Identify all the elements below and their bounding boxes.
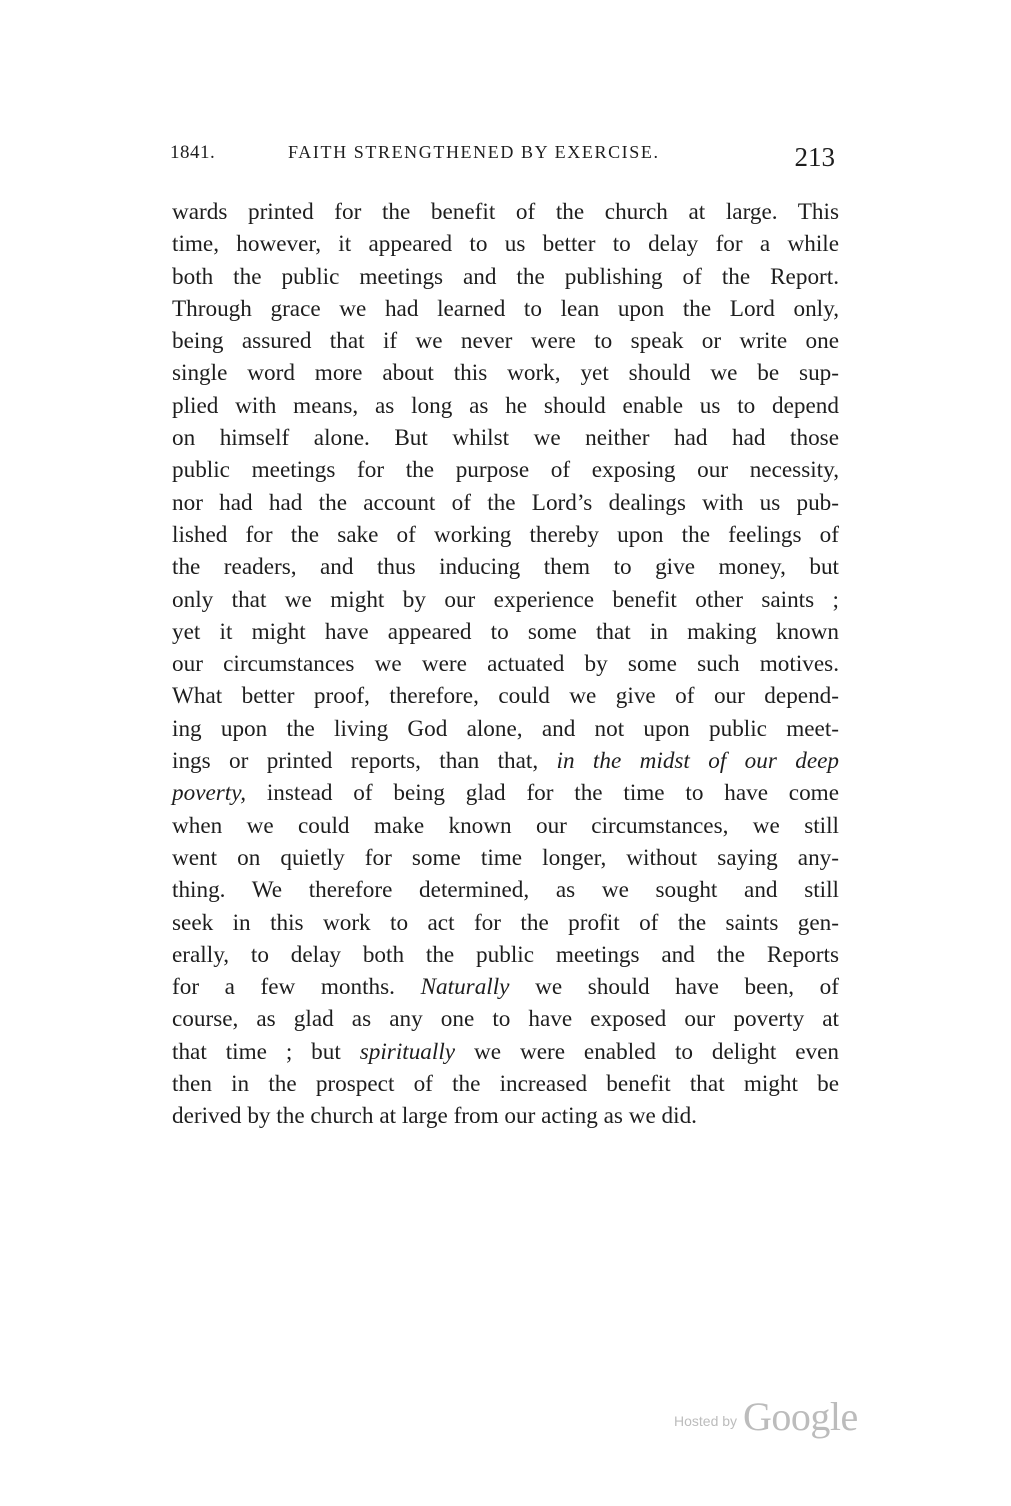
page-number: 213 [794,142,835,172]
text-line [172,357,839,389]
text-line [172,648,839,680]
text-line [172,680,839,712]
text-segment: ings or printed reports, than that, [172,748,557,775]
running-header [170,142,835,176]
text-line [172,907,839,939]
italic-text: Naturally [420,974,510,1001]
text-segment: course, as glad as any one to have exposed our poverty at [172,1006,839,1033]
text-segment: instead of being glad for the time to have come [246,780,839,807]
text-line [172,454,839,486]
watermark-hosted-by: Hosted by [674,1413,738,1429]
text-line [172,228,839,260]
text-segment: that time ; but [172,1038,360,1065]
text-segment: erally, to delay both the public meetings and the Reports [172,941,839,968]
body-paragraph [172,196,839,1133]
text-line [172,519,839,551]
text-segment: wards printed for the benefit of the church at large. This [172,199,839,225]
text-segment: both the public meetings and the publishing of the Report. [172,263,839,290]
text-segment: What better proof, therefore, could we give of our depend- [172,683,839,710]
text-segment: derived by the church at large from our acting as we did. [172,1103,697,1130]
text-segment: public meetings for the purpose of exposing our necessity, [172,457,839,484]
text-segment: yet it might have appeared to some that in making known [172,618,839,645]
text-segment: being assured that if we never were to speak or write one [172,328,839,355]
text-line [172,584,839,616]
text-line [172,487,839,519]
text-line [172,1100,839,1132]
text-line [172,551,839,583]
text-segment: we should have been, of [509,974,839,1001]
text-segment: nor had had the account of the Lord’s dealings with us pub- [172,489,839,516]
header-year: 1841. [170,142,216,163]
text-segment: ing upon the living God alone, and not upon public meet- [172,715,839,742]
text-line [172,810,839,842]
text-line [172,390,839,422]
text-line [172,422,839,454]
text-line [172,874,839,906]
text-segment: then in the prospect of the increased benefit that might be [172,1071,839,1098]
text-segment: plied with means, as long as he should enable us to depend [172,392,839,419]
hosted-by-google-watermark [674,1393,858,1440]
header-title: FAITH STRENGTHENED BY EXERCISE. [288,142,660,162]
text-line [172,196,839,228]
text-line [172,745,839,777]
text-segment: lished for the sake of working thereby upon the feelings of [172,521,839,548]
italic-text: spiritually [359,1038,456,1065]
text-segment: when we could make known our circumstances, we still [172,812,839,839]
text-segment: thing. We therefore determined, as we sought and still [172,877,839,904]
text-segment: the readers, and thus inducing them to give money, but [172,554,839,581]
text-line [172,777,839,809]
text-line [172,1003,839,1035]
text-segment: our circumstances we were actuated by some such motives. [172,651,839,678]
text-line [172,713,839,745]
text-line [172,1068,839,1100]
text-line [172,293,839,325]
text-segment: single word more about this work, yet should we be sup- [172,360,839,387]
text-segment: only that we might by our experience benefit other saints ; [172,586,839,613]
italic-text: poverty, [172,780,247,807]
google-logo: Google [743,1394,858,1439]
text-segment: went on quietly for some time longer, without saying any- [172,844,839,871]
text-line [172,971,839,1003]
text-segment: for a few months. [172,974,421,1001]
text-segment: we were enabled to delight even [455,1038,839,1065]
text-segment: time, however, it appeared to us better to delay for a while [172,231,839,258]
text-line [172,842,839,874]
text-line [172,325,839,357]
text-line [172,261,839,293]
text-line [172,1036,839,1068]
text-segment: Through grace we had learned to lean upon the Lord only, [172,295,839,322]
text-segment: seek in this work to act for the profit of the saints gen- [172,909,839,936]
text-segment: on himself alone. But whilst we neither had had those [172,425,839,452]
italic-text: in the midst of our deep [556,748,839,775]
text-line [172,616,839,648]
text-line [172,939,839,971]
